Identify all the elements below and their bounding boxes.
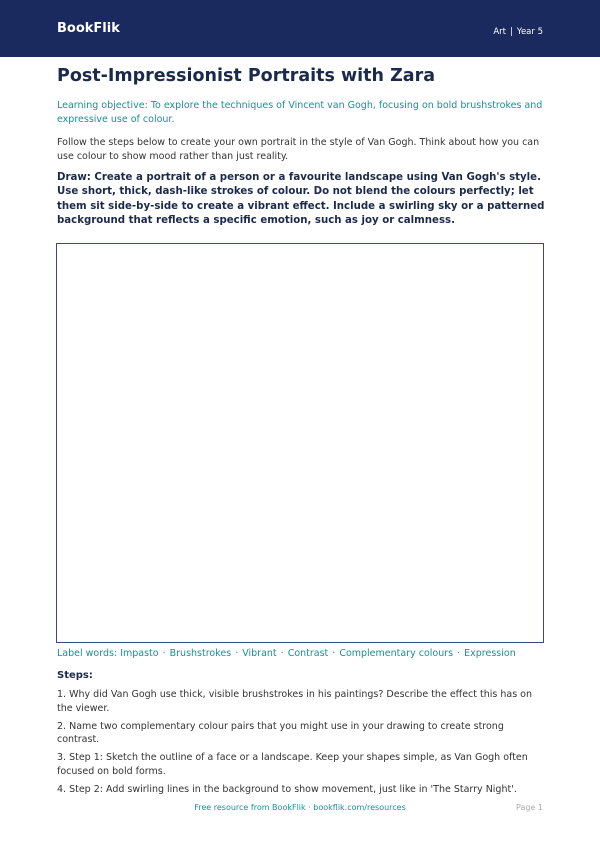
subject-year	[493, 28, 543, 37]
draw-task: Draw: Create a portrait of a person or a favourite landscape using Van Gogh's style. Use short, thick, dash-like strokes of colour. Do not blend the colours perfectly; let them sit side-by-side to create a vibrant effect. Include a swirling sky or a patterned background that reflects a specific emotion, such as joy or calmness.	[57, 172, 545, 226]
brand-logo[interactable]: BookFlik	[57, 21, 120, 36]
year-label: Year 5	[516, 27, 543, 37]
label-word-separator: ·	[457, 648, 461, 659]
steps-heading: Steps:	[57, 670, 93, 681]
step-item: 4. Step 2: Add swirling lines in the background to show movement, just like in 'The Starry Night'.	[57, 783, 517, 795]
page-number: Page 1	[516, 803, 543, 812]
learning-objective: Learning objective: To explore the techniques of Vincent van Gogh, focusing on bold brushstrokes and expressive use of colour.	[57, 100, 543, 125]
label-word: Impasto	[120, 648, 159, 659]
page-title: Post-Impressionist Portraits with Zara	[57, 66, 436, 86]
label-word-separator: ·	[280, 648, 284, 659]
meta-separator: |	[510, 27, 513, 37]
label-words	[57, 648, 516, 659]
drawing-area[interactable]	[56, 243, 544, 643]
header-bar	[0, 0, 600, 57]
label-word: Vibrant	[242, 648, 277, 659]
subject-label: Art	[493, 27, 507, 37]
label-words-list	[120, 648, 516, 659]
footer	[0, 803, 600, 817]
label-words-prefix: Label words:	[57, 648, 118, 659]
label-word: Complementary colours	[339, 648, 454, 659]
step-item: 3. Step 1: Sketch the outline of a face or a landscape. Keep your shapes simple, as Van Gogh often focused on bold forms.	[57, 752, 528, 777]
step-item: 1. Why did Van Gogh use thick, visible brushstrokes in his paintings? Describe the effect this has on the viewer.	[57, 689, 533, 714]
label-word: Contrast	[287, 648, 329, 659]
label-word-separator: ·	[162, 648, 166, 659]
step-item: 2. Name two complementary colour pairs that you might use in your drawing to create strong contrast.	[57, 720, 504, 746]
label-word-separator: ·	[235, 648, 239, 659]
footer-credit[interactable]: Free resource from BookFlik · bookflik.com/resources	[194, 803, 406, 812]
intro-text: Follow the steps below to create your own portrait in the style of Van Gogh. Think about how you can use colour to show mood rather than just reality.	[57, 137, 540, 162]
label-word: Brushstrokes	[169, 648, 232, 659]
steps-list	[57, 688, 543, 800]
label-word: Expression	[464, 648, 516, 659]
label-word-separator: ·	[332, 648, 336, 659]
